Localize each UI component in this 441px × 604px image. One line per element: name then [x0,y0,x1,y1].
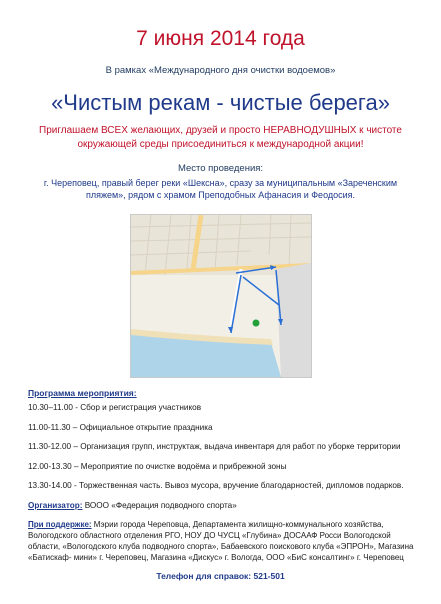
venue-address: г. Череповец, правый берег реки «Шексна», сразу за муниципальным «Зареченским пляжем», рядом с храмом Преподобных Афанасия и Феодосия. [43,178,398,200]
support-list: Мэрии города Череповца, Департамента жилищно-коммунального хозяйства, Вологодского областного отделения РГО, НОУ ДО ЧУСЦ «Глубина» ДОСААФ Росси Вологодской области, «Вологодского клуба подводного спорта», Бабаевского поискового клуба «ЭПРОН», Магазина «Батискаф- мини» г. Череповец, Магазина «Дискус» г. Вологда, ООО «БиС консалтинг» г. Череповец [28,520,414,562]
event-headline: «Чистым рекам - чистые берега» [51,90,390,115]
invitation-text: Приглашаем ВСЕХ желающих, друзей и просто НЕРАВНОДУШНЫХ к чистоте окружающей среды присоединиться к международной акции! [39,125,402,150]
event-date: 7 июня 2014 года [136,27,305,50]
event-subtitle: В рамках «Международного дня очистки водоемов» [105,65,336,76]
map-image [131,215,311,377]
program-list [28,402,418,500]
program-item: 12.00-13.30 – Мероприятие по очистке водоёма и прибрежной зоны [28,461,287,471]
program-item: 10.30–11.00 - Сбор и регистрация участников [28,403,202,412]
program-item: 11.00-11.30 – Официальное открытие праздника [28,422,213,432]
support-paragraph [28,519,420,563]
organizer-label: Организатор: [28,501,83,510]
contact-phone: Телефон для справок: 521-501 [156,571,285,581]
location-map [130,214,312,378]
program-item: 11.30-12.00 – Организация групп, инструктаж, выдача инвентаря для работ по уборке территории [28,442,401,451]
venue-label: Место проведения: [177,163,264,174]
organizer-line [28,500,418,511]
program-heading: Программа мероприятия: [28,388,137,398]
program-item: 13.30-14.00 - Торжественная часть. Вывоз мусора, вручение благодарностей, дипломов подарков. [28,481,404,490]
map-meeting-point-marker [253,320,260,327]
organizer-name: ВООО «Федерация подводного спорта» [82,501,237,510]
support-label: При поддержке: [28,520,92,529]
